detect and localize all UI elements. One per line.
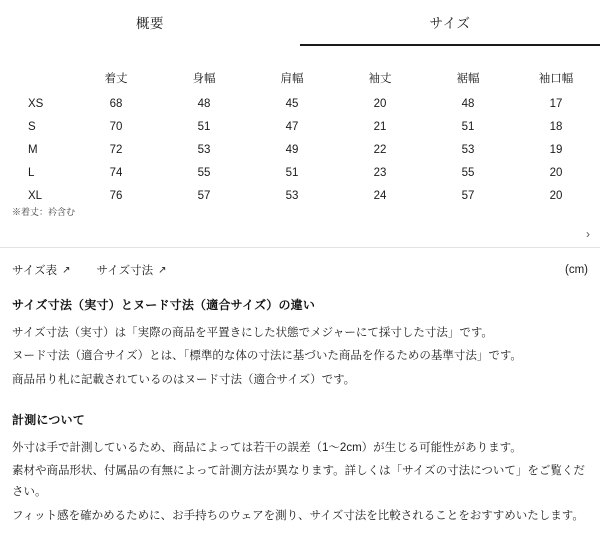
row-size-label: XL — [28, 189, 43, 202]
cell-sleeve-length: 20 — [373, 97, 387, 110]
cell-body-length: 68 — [109, 97, 123, 110]
row-size-label: XS — [28, 97, 44, 110]
cell-body-length: 76 — [109, 189, 123, 202]
size-table — [0, 46, 600, 207]
cell-sleeve-length: 23 — [373, 166, 387, 179]
cell-cuff-width: 17 — [549, 97, 563, 110]
size-table-head — [0, 46, 600, 92]
cell-body-length: 74 — [109, 166, 123, 179]
cell-body-width: 55 — [197, 166, 211, 179]
table-row — [0, 184, 600, 207]
cell-shoulder-width: 45 — [285, 97, 299, 110]
link-size-chart-label: サイズ表 — [12, 265, 58, 277]
table-header-row — [0, 46, 600, 92]
cell-hem-width: 48 — [461, 97, 475, 110]
size-links-row — [0, 248, 600, 278]
section-paragraph: ヌード寸法（適合サイズ）とは、「標準的な体の寸法に基づいた商品を作るための基準寸法」です。 — [12, 350, 522, 363]
section-paragraph: サイズ寸法（実寸）は「実際の商品を平置きにした状態でメジャーにて採寸した寸法」です。 — [12, 327, 493, 339]
section-paragraph: 外寸は手で計測しているため、商品によっては若干の誤差（1〜2cm）が生じる可能性があります。 — [12, 441, 522, 454]
table-scroll-track[interactable] — [0, 226, 600, 248]
cell-body-length: 70 — [109, 120, 123, 133]
tab-size[interactable] — [300, 0, 600, 46]
size-table-body — [0, 92, 600, 207]
link-size-measurements-label: サイズ寸法 — [96, 265, 154, 277]
row-size-label: L — [28, 166, 35, 179]
link-size-chart[interactable] — [12, 262, 70, 278]
tab-size-label: サイズ — [429, 16, 471, 31]
column-header-shoulder-width: 肩幅 — [280, 73, 304, 85]
column-header-cuff-width: 袖口幅 — [538, 73, 574, 85]
cell-hem-width: 57 — [461, 189, 475, 202]
external-link-icon: ↗ — [158, 265, 167, 276]
tab-overview[interactable] — [0, 0, 300, 46]
section-paragraph: 商品吊り札に記載されているのはヌード寸法（適合サイズ）です。 — [12, 373, 356, 386]
column-header-size — [0, 46, 72, 92]
tab-bar — [0, 0, 600, 46]
table-row — [0, 138, 600, 161]
cell-cuff-width: 20 — [549, 166, 563, 179]
unit-label: (cm) — [565, 264, 588, 276]
cell-sleeve-length: 24 — [373, 189, 387, 202]
cell-cuff-width: 18 — [549, 120, 563, 133]
cell-body-width: 51 — [197, 120, 211, 133]
cell-shoulder-width: 47 — [285, 120, 299, 133]
row-size-label: S — [28, 120, 36, 133]
size-description-content — [0, 278, 600, 527]
column-header-sleeve-length: 袖丈 — [368, 73, 392, 85]
table-row — [0, 161, 600, 184]
column-header-body-width: 身幅 — [192, 73, 216, 85]
table-row — [0, 115, 600, 138]
chevron-right-icon[interactable]: › — [586, 227, 590, 241]
section-spacer — [12, 393, 588, 411]
cell-cuff-width: 19 — [549, 143, 563, 156]
section-paragraph: 素材や商品形状、付属品の有無によって計測方法が異なります。詳しくは「サイズの寸法について」をご覧ください。 — [12, 465, 585, 499]
cell-hem-width: 53 — [461, 143, 475, 156]
tab-overview-label: 概要 — [136, 16, 164, 31]
cell-hem-width: 51 — [461, 120, 475, 133]
section-heading-measurement: 計測について — [12, 412, 85, 427]
size-table-note: ※着丈：衿含む — [12, 207, 76, 217]
cell-body-width: 53 — [197, 143, 211, 156]
column-header-body-length: 着丈 — [104, 73, 128, 85]
external-link-icon: ↗ — [62, 265, 71, 276]
section-paragraph: フィット感を確かめるために、お手持ちのウェアを測り、サイズ寸法を比較されることをおすすめいたします。 — [12, 509, 584, 522]
cell-body-width: 57 — [197, 189, 211, 202]
row-size-label: M — [28, 143, 38, 156]
size-table-container — [0, 46, 600, 218]
cell-hem-width: 55 — [461, 166, 475, 179]
cell-cuff-width: 20 — [549, 189, 563, 202]
cell-body-width: 48 — [197, 97, 211, 110]
section-heading-difference: サイズ寸法（実寸）とヌード寸法（適合サイズ）の違い — [12, 298, 316, 312]
link-size-measurements[interactable] — [96, 262, 166, 278]
cell-body-length: 72 — [109, 143, 123, 156]
cell-shoulder-width: 53 — [285, 189, 299, 202]
column-header-hem-width: 裾幅 — [456, 73, 480, 85]
cell-sleeve-length: 22 — [373, 143, 387, 156]
cell-sleeve-length: 21 — [373, 120, 387, 133]
cell-shoulder-width: 51 — [285, 166, 299, 179]
table-row — [0, 92, 600, 115]
cell-shoulder-width: 49 — [285, 143, 299, 156]
